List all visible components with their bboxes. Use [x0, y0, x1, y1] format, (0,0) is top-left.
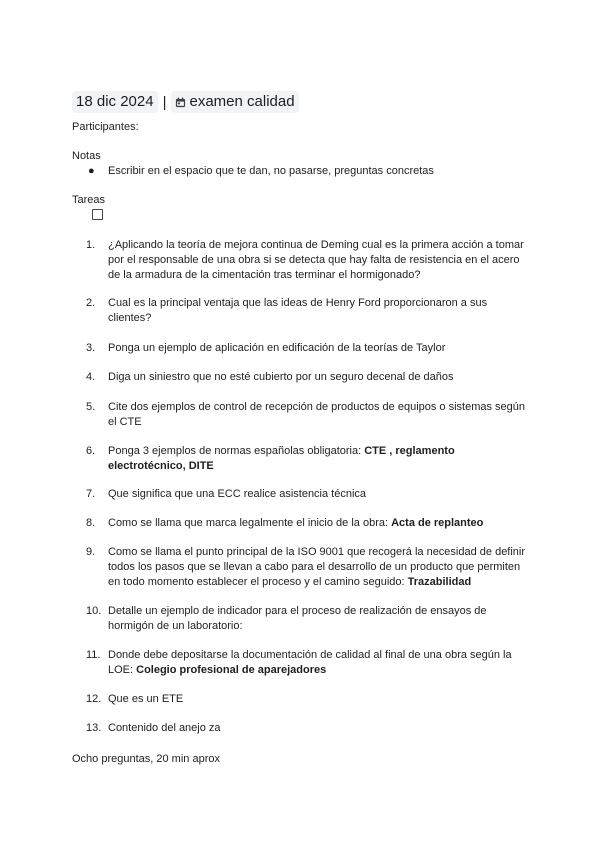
question-text: Contenido del anejo za	[108, 722, 221, 734]
question-item	[86, 400, 526, 430]
task-checkbox[interactable]	[92, 209, 103, 220]
question-text: Diga un siniestro que no esté cubierto por un seguro decenal de daños	[108, 371, 454, 383]
question-answer: CTE , reglamento electrotécnico, DITE	[108, 445, 455, 472]
question-number: 5.	[86, 401, 96, 413]
question-item	[86, 604, 526, 634]
question-text: Que significa que una ECC realice asistencia técnica	[108, 488, 367, 500]
question-item	[86, 516, 526, 531]
question-text: Cual es la principal ventaja que las ideas de Henry Ford proporcionaron a sus clientes?	[108, 297, 488, 324]
question-item	[86, 545, 526, 590]
question-text: Que es un ETE	[108, 693, 184, 705]
question-number: 11.	[86, 649, 101, 661]
question-item	[86, 721, 526, 736]
footer-note: Ocho preguntas, 20 min aprox	[72, 753, 220, 765]
question-answer: Colegio profesional de aparejadores	[136, 664, 327, 676]
question-answer: Acta de replanteo	[391, 517, 484, 529]
question-number: 2.	[86, 297, 96, 309]
question-number: 13.	[86, 722, 102, 734]
question-text: ¿Aplicando la teoría de mejora continua de Deming cual es la primera acción a tomar por el responsable de una obra si se detecta que hay falta de resistencia en el acero de la armadura de la cimentación tras terminar el hormigonado?	[108, 239, 524, 281]
question-text: Como se llama que marca legalmente el inicio de la obra: Acta de replanteo	[108, 517, 484, 529]
tasks-heading: Tareas	[72, 194, 106, 206]
question-answer: Trazabilidad	[407, 576, 472, 588]
question-item	[86, 444, 526, 474]
question-text: Ponga 3 ejemplos de normas españolas obligatoria: CTE , reglamento electrotécnico, DITE	[108, 445, 455, 472]
question-text: Donde debe depositarse la documentación de calidad al final de una obra según la LOE: Colegio profesional de aparejadores	[108, 649, 512, 676]
meeting-header	[72, 91, 299, 113]
question-number: 7.	[86, 488, 96, 500]
question-text: Ponga un ejemplo de aplicación en edificación de la teorías de Taylor	[108, 342, 446, 354]
question-number: 6.	[86, 445, 96, 457]
notes-bullet-text: Escribir en el espacio que te dan, no pasarse, preguntas concretas	[108, 165, 434, 177]
question-item	[86, 296, 526, 326]
question-item	[86, 692, 526, 707]
question-number: 3.	[86, 342, 96, 354]
calendar-icon	[175, 97, 186, 108]
event-chip[interactable]	[171, 91, 298, 113]
question-number: 1.	[86, 239, 96, 251]
question-text: Detalle un ejemplo de indicador para el proceso de realización de ensayos de hormigón de un laboratorio:	[108, 605, 487, 632]
question-number: 9.	[86, 546, 96, 558]
question-number: 10.	[86, 605, 102, 617]
question-number: 8.	[86, 517, 96, 529]
header-separator: |	[162, 93, 167, 111]
notes-bullet	[88, 164, 434, 179]
question-item	[86, 370, 526, 385]
question-item	[86, 341, 526, 356]
question-item	[86, 238, 526, 283]
notes-heading: Notas	[72, 150, 101, 162]
question-number: 4.	[86, 371, 96, 383]
question-text: Cite dos ejemplos de control de recepción de productos de equipos o sistemas según el CTE	[108, 401, 526, 428]
event-title: examen calidad	[189, 93, 295, 110]
participants-label: Participantes:	[72, 121, 139, 133]
date-text: 18 dic 2024	[76, 93, 154, 110]
question-number: 12.	[86, 693, 102, 705]
date-chip[interactable]	[72, 91, 158, 113]
question-item	[86, 648, 526, 678]
question-text: Como se llama el punto principal de la ISO 9001 que recogerá la necesidad de definir todos los pasos que se llevan a cabo para el desarrollo de un producto que permiten en todo momento establecer el proceso y el camino seguido: Trazabilidad	[108, 546, 526, 588]
question-item	[86, 487, 526, 502]
bullet-icon: ●	[88, 165, 95, 177]
